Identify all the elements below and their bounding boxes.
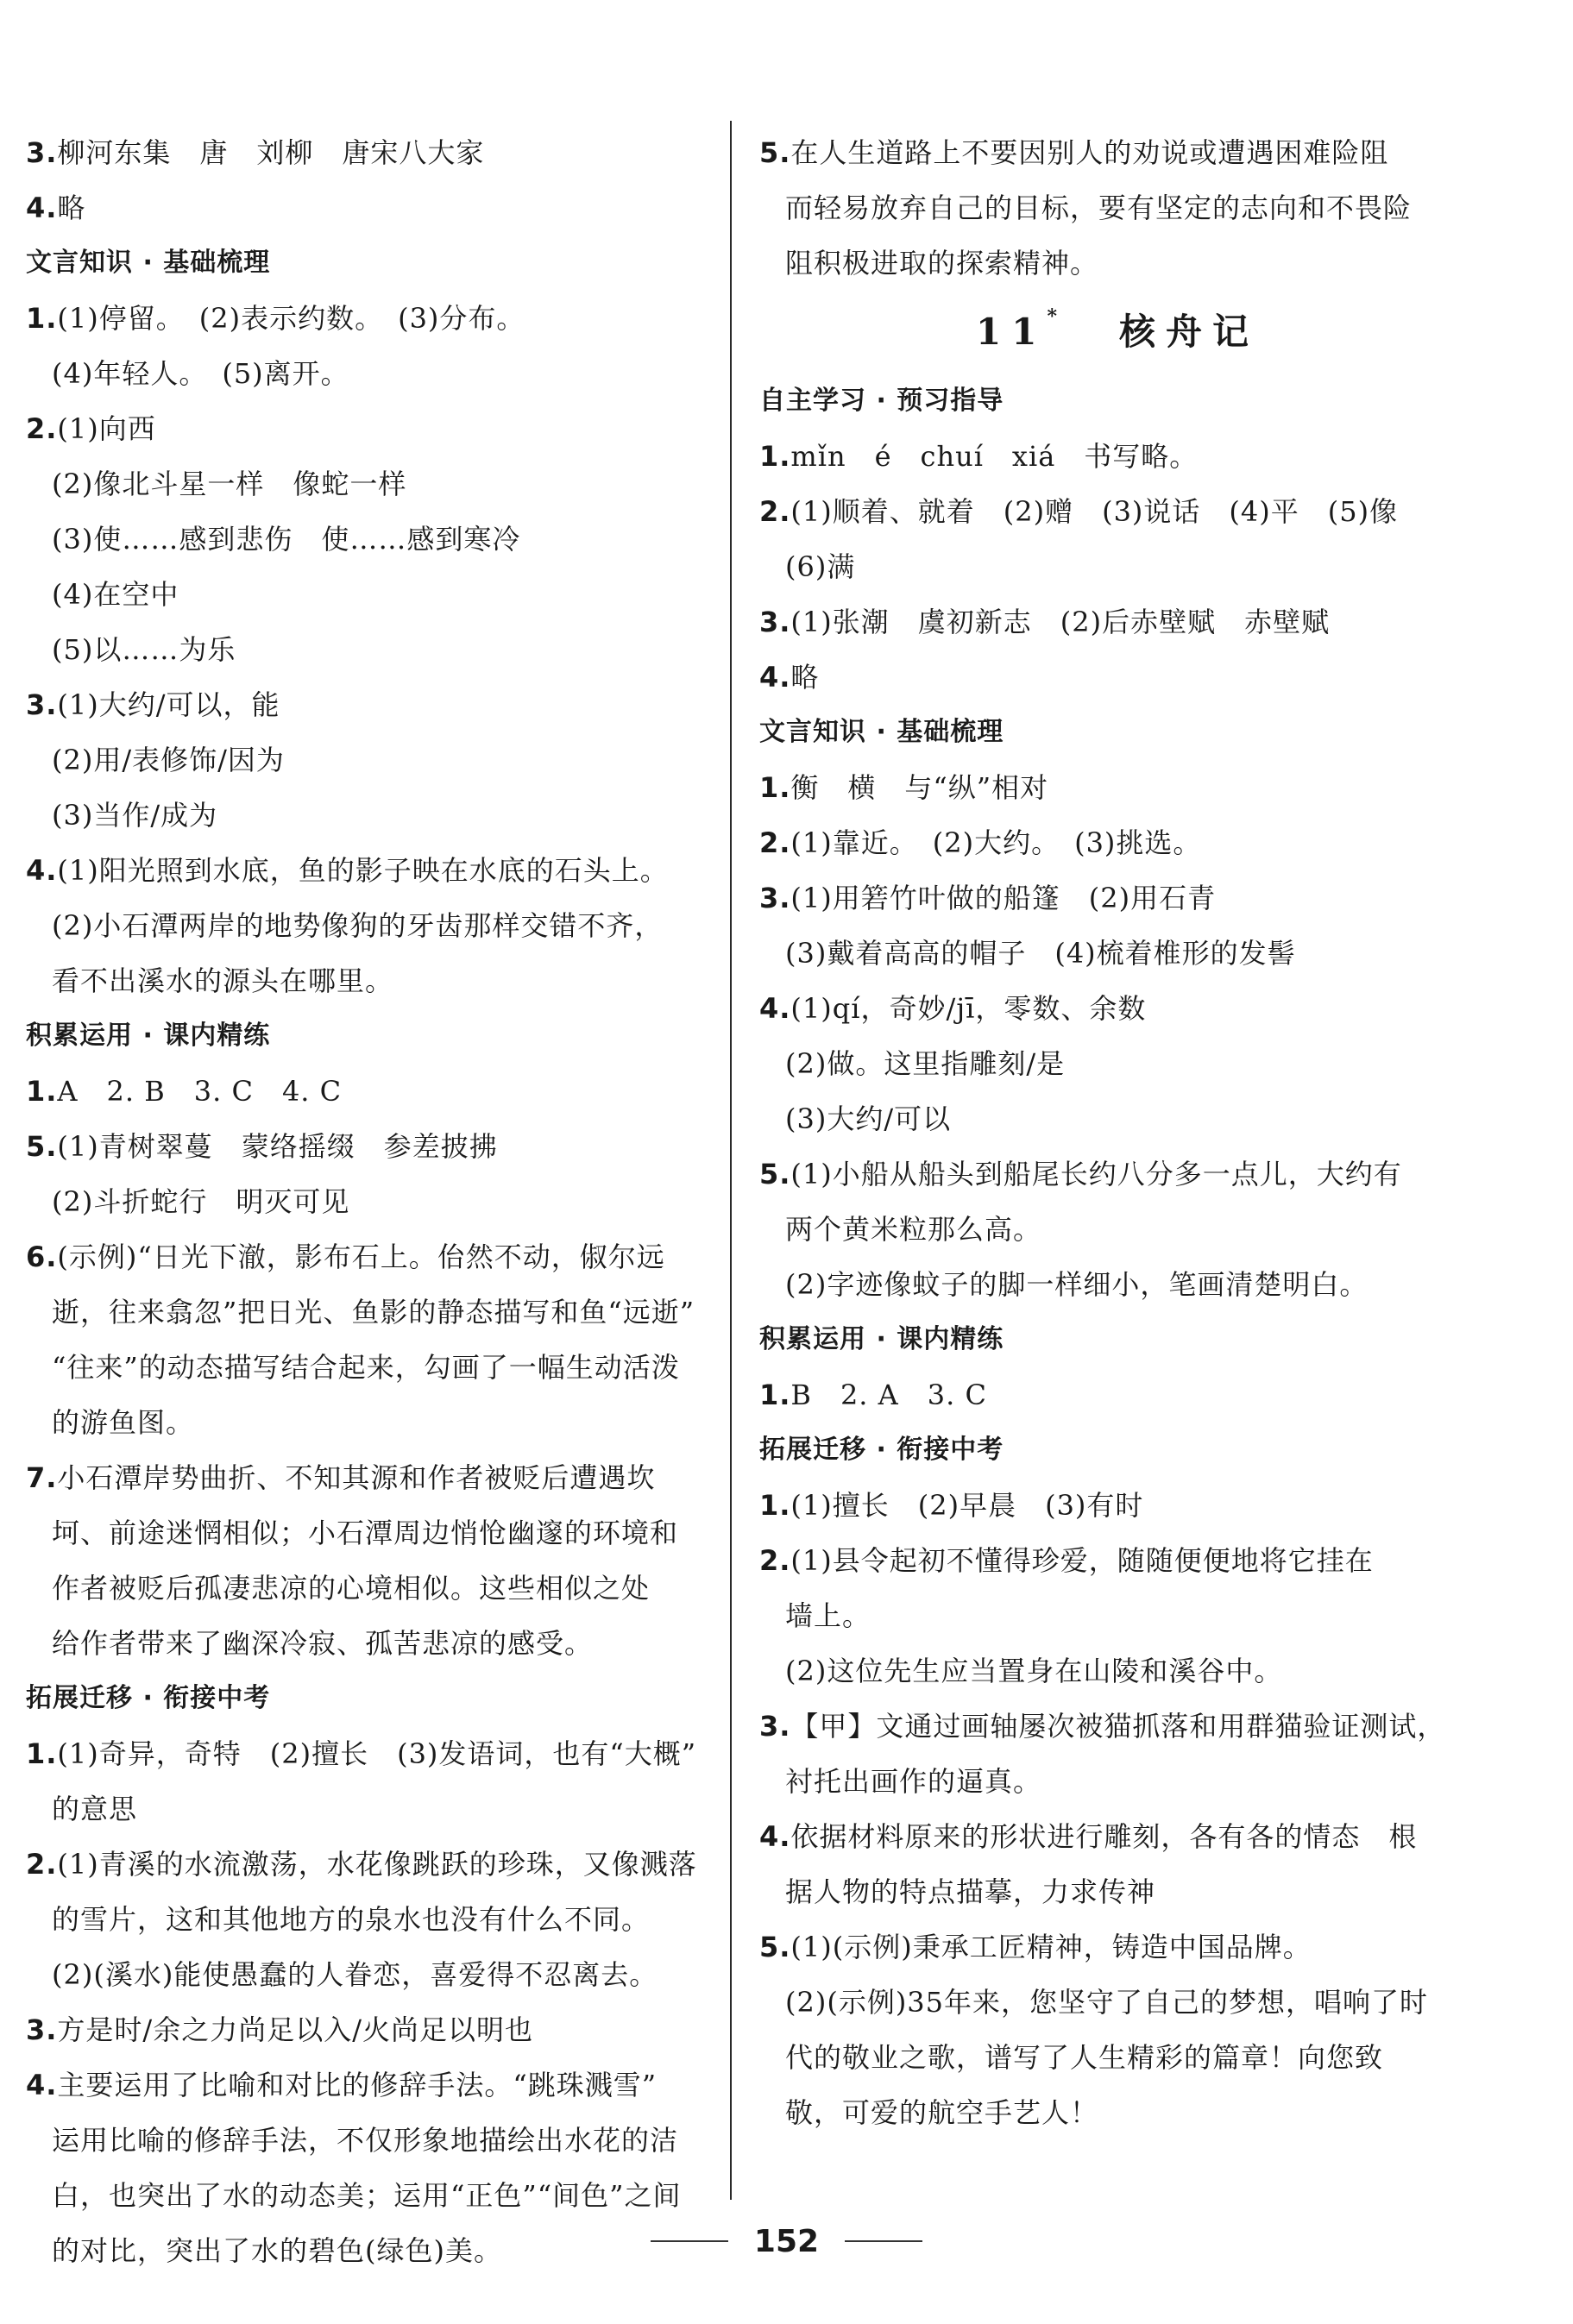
lesson-name: 核舟记	[1118, 311, 1259, 353]
answer-continuation: (2)用/表修饰/因为	[52, 744, 285, 776]
item-text: 柳河东集 唐 刘柳 唐宋八大家	[57, 136, 485, 169]
item-number: 5.	[26, 1130, 58, 1163]
answer-item	[26, 125, 729, 180]
item-number: 5.	[759, 1931, 791, 1963]
answer-item	[26, 1837, 729, 1892]
page-footer	[0, 2215, 1573, 2267]
answer-continuation: 坷、前途迷惘相似；小石潭周边悄怆幽邃的环境和	[52, 1517, 679, 1549]
item-text: (1)顺着、就着 (2)赠 (3)说话 (4)平 (5)像	[790, 495, 1399, 528]
item-number: 7.	[26, 1461, 58, 1494]
item-number: 3.	[759, 882, 791, 914]
item-number: 2.	[26, 1848, 58, 1881]
answer-item	[759, 125, 1475, 180]
item-number: 3.	[759, 1710, 791, 1743]
answer-continuation: “往来”的动态描写结合起来，勾画了一幅生动活泼	[52, 1351, 680, 1384]
item-text: 依据材料原来的形状进行雕刻，各有各的情态 根	[790, 1820, 1418, 1853]
answer-item	[759, 1478, 1475, 1533]
item-number: 1.	[759, 440, 791, 473]
item-text: mǐn é chuí xiá 书写略。	[790, 440, 1199, 473]
answer-item	[26, 1229, 729, 1284]
answer-continuation: 代的敬业之歌，谱写了人生精彩的篇章！向您致	[785, 2041, 1384, 2074]
lesson-mark: *	[1047, 305, 1067, 328]
item-text: (1)qí，奇妙/jī，零数、余数	[790, 992, 1147, 1025]
section-heading: 拓展迁移 · 衔接中考	[759, 1435, 1004, 1465]
answer-item	[26, 677, 729, 732]
answer-item	[759, 429, 1475, 484]
item-text: (1)用箬竹叶做的船篷 (2)用石青	[790, 882, 1217, 914]
item-text: (1)青树翠蔓 蒙络摇缀 参差披拂	[57, 1130, 498, 1163]
item-number: 5.	[759, 136, 791, 169]
answer-continuation: 两个黄米粒那么高。	[785, 1213, 1042, 1246]
footer-rule-left	[651, 2240, 728, 2242]
answer-continuation: 逝，往来翕忽”把日光、鱼影的静态描写和鱼“远逝”	[52, 1296, 695, 1328]
answer-continuation: 阻积极进取的探索精神。	[785, 247, 1099, 280]
answer-continuation: (2)(示例)35年来，您坚守了自己的梦想，唱响了时	[785, 1986, 1429, 2019]
answer-continuation: (2)小石潭两岸的地势像狗的牙齿那样交错不齐，	[52, 909, 664, 942]
item-text: 衡 横 与“纵”相对	[790, 771, 1049, 804]
item-number: 3.	[759, 606, 791, 638]
item-text: B 2. A 3. C	[790, 1379, 987, 1411]
answer-continuation: 敬，可爱的航空手艺人！	[785, 2096, 1099, 2129]
answer-item	[759, 870, 1475, 926]
answer-continuation: 衬托出画作的逼真。	[785, 1765, 1042, 1798]
item-number: 2.	[759, 826, 791, 859]
section-heading: 拓展迁移 · 衔接中考	[26, 1683, 271, 1713]
item-text: (1)县令起初不懂得珍爱，随随便便地将它挂在	[790, 1544, 1374, 1577]
answer-item	[759, 1699, 1475, 1754]
answer-item	[759, 650, 1475, 705]
item-number: 1.	[26, 1737, 58, 1770]
answer-item	[759, 1146, 1475, 1202]
section-heading: 自主学习 · 预习指导	[759, 386, 1004, 416]
item-number: 5.	[759, 1158, 791, 1190]
item-number: 4.	[26, 854, 58, 887]
item-number: 1.	[26, 1075, 58, 1108]
answer-item	[26, 2057, 729, 2113]
item-number: 4.	[759, 1820, 791, 1853]
item-number: 4.	[26, 2069, 58, 2101]
answer-item	[26, 2002, 729, 2057]
answer-item	[759, 594, 1475, 650]
item-text: A 2. B 3. C 4. C	[57, 1075, 343, 1108]
item-text: 方是时/余之力尚足以入/火尚足以明也	[57, 2013, 533, 2046]
item-text: 小石潭岸势曲折、不知其源和作者被贬后遭遇坎	[57, 1461, 656, 1494]
page-number: 152	[753, 2223, 820, 2259]
item-text: 略	[57, 192, 86, 224]
answer-continuation: 据人物的特点描摹，力求传神	[785, 1875, 1156, 1908]
answer-continuation: (2)(溪水)能使愚蠢的人眷恋，喜爱得不忍离去。	[52, 1958, 658, 1991]
answer-item	[26, 1450, 729, 1505]
item-number: 6.	[26, 1241, 58, 1273]
answer-continuation: (3)使……感到悲伤 使……感到寒冷	[52, 523, 521, 556]
answer-continuation: (3)戴着高高的帽子 (4)梳着椎形的发髻	[785, 937, 1296, 970]
item-text: (1)阳光照到水底，鱼的影子映在水底的石头上。	[57, 854, 669, 887]
item-number: 3.	[26, 136, 58, 169]
column-divider	[730, 121, 732, 2200]
item-text: (1)向西	[57, 412, 156, 445]
lesson-number: 11	[976, 311, 1048, 353]
item-text: (示例)“日光下澈，影布石上。佁然不动，俶尔远	[57, 1241, 665, 1273]
item-number: 2.	[759, 1544, 791, 1577]
item-number: 4.	[759, 661, 791, 694]
answer-continuation: 给作者带来了幽深冷寂、孤苦悲凉的感受。	[52, 1627, 594, 1660]
item-text: (1)张潮 虞初新志 (2)后赤壁赋 赤壁赋	[790, 606, 1331, 638]
item-text: (1)奇异，奇特 (2)擅长 (3)发语词，也有“大概”	[57, 1737, 697, 1770]
answer-continuation: 而轻易放弃自己的目标，要有坚定的志向和不畏险	[785, 192, 1413, 224]
answer-continuation: 看不出溪水的源头在哪里。	[52, 964, 394, 997]
answer-item	[759, 1533, 1475, 1588]
answer-continuation: 白，也突出了水的动态美；运用“正色”“间色”之间	[52, 2179, 682, 2212]
item-text: (1)(示例)秉承工匠精神，铸造中国品牌。	[790, 1931, 1312, 1963]
item-text: (1)擅长 (2)早晨 (3)有时	[790, 1489, 1144, 1522]
answer-item	[759, 1919, 1475, 1975]
answer-item	[759, 484, 1475, 539]
answer-continuation: 作者被贬后孤凄悲凉的心境相似。这些相似之处	[52, 1572, 651, 1605]
answer-continuation: (2)字迹像蚊子的脚一样细小，笔画清楚明白。	[785, 1268, 1369, 1301]
answer-continuation: 的游鱼图。	[52, 1406, 195, 1439]
section-heading: 文言知识 · 基础梳理	[26, 248, 271, 278]
answer-continuation: (3)大约/可以	[785, 1102, 952, 1135]
answer-item	[759, 1809, 1475, 1864]
item-number: 1.	[26, 302, 58, 335]
footer-rule-right	[845, 2240, 922, 2242]
answer-continuation: 的雪片，这和其他地方的泉水也没有什么不同。	[52, 1903, 651, 1936]
answer-continuation: 的意思	[52, 1793, 138, 1825]
item-number: 2.	[759, 495, 791, 528]
item-number: 1.	[759, 1489, 791, 1522]
item-number: 3.	[26, 688, 58, 721]
answer-continuation: (4)年轻人。 (5)离开。	[52, 357, 349, 390]
answer-continuation: 墙上。	[785, 1599, 871, 1632]
item-number: 3.	[26, 2013, 58, 2046]
item-text: 在人生道路上不要因别人的劝说或遭遇困难险阻	[790, 136, 1389, 169]
answer-continuation: (5)以……为乐	[52, 633, 236, 666]
answer-item	[26, 1064, 729, 1119]
answer-continuation: (6)满	[785, 550, 856, 583]
section-heading: 文言知识 · 基础梳理	[759, 717, 1004, 747]
answer-item	[26, 401, 729, 456]
item-number: 4.	[759, 992, 791, 1025]
item-number: 2.	[26, 412, 58, 445]
item-text: 略	[790, 661, 820, 694]
item-text: 主要运用了比喻和对比的修辞手法。“跳珠溅雪”	[57, 2069, 658, 2101]
item-text: (1)大约/可以，能	[57, 688, 280, 721]
answer-item	[26, 843, 729, 898]
right-column	[759, 125, 1475, 2140]
item-number: 1.	[759, 1379, 791, 1411]
answer-continuation: (2)像北斗星一样 像蛇一样	[52, 468, 407, 500]
answer-item	[26, 180, 729, 236]
item-number: 4.	[26, 192, 58, 224]
left-column	[26, 125, 729, 2278]
section-heading: 积累运用 · 课内精练	[759, 1324, 1004, 1354]
answer-continuation: 的对比，突出了水的碧色(绿色)美。	[52, 2234, 502, 2267]
item-number: 1.	[759, 771, 791, 804]
item-text: 【甲】文通过画轴屡次被猫抓落和用群猫验证测试，	[790, 1710, 1446, 1743]
answer-continuation: (2)斗折蛇行 明灭可见	[52, 1185, 350, 1218]
answer-item	[26, 1726, 729, 1781]
item-text: (1)停留。 (2)表示约数。 (3)分布。	[57, 302, 525, 335]
item-text: (1)靠近。 (2)大约。 (3)挑选。	[790, 826, 1202, 859]
answer-item	[26, 291, 729, 346]
answer-continuation: (2)这位先生应当置身在山陵和溪谷中。	[785, 1655, 1283, 1687]
item-text: (1)小船从船头到船尾长约八分多一点儿，大约有	[790, 1158, 1402, 1190]
section-heading: 积累运用 · 课内精练	[26, 1021, 271, 1051]
answer-item	[759, 760, 1475, 815]
answer-item	[26, 1119, 729, 1174]
answer-item	[759, 981, 1475, 1036]
lesson-title	[759, 291, 1475, 374]
item-text: (1)青溪的水流激荡，水花像跳跃的珍珠，又像溅落	[57, 1848, 697, 1881]
answer-item	[759, 1367, 1475, 1423]
answer-continuation: 运用比喻的修辞手法，不仅形象地描绘出水花的洁	[52, 2124, 679, 2157]
lesson-answers	[759, 374, 1475, 2140]
answer-item	[759, 815, 1475, 870]
answer-continuation: (2)做。这里指雕刻/是	[785, 1047, 1066, 1080]
previous-lesson-answers	[759, 125, 1475, 291]
answer-continuation: (4)在空中	[52, 578, 179, 611]
answer-continuation: (3)当作/成为	[52, 799, 218, 832]
